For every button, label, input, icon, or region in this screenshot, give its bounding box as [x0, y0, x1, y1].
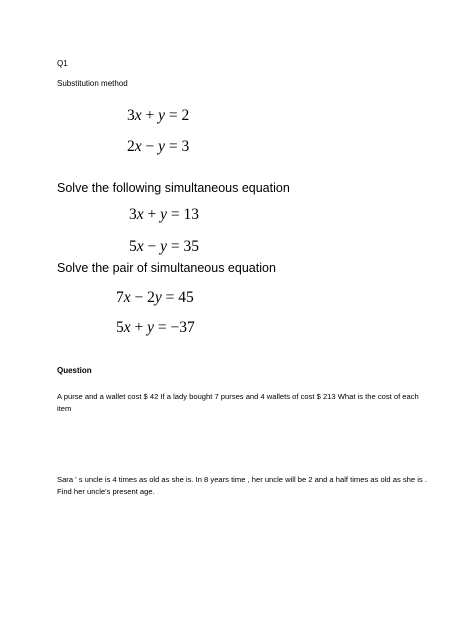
word-problem-uncle: Sara ' s uncle is 4 times as old as she is. In 8 years time , her uncle will be 2 and a half times as old as she is . Find her uncle's present age.: [57, 475, 427, 496]
equation-3b: 5x + y = −37: [116, 319, 195, 336]
equation-2b: 5x − y = 35: [129, 238, 200, 255]
equation-2a: 3x + y = 13: [129, 206, 200, 223]
question-number: Q1: [57, 59, 68, 68]
section-heading-pair: Solve the pair of simultaneous equation: [57, 261, 276, 275]
word-problem-purse: A purse and a wallet cost $ 42 If a lady bought 7 purses and 4 wallets of cost $ 213 What is the cost of each item: [57, 392, 419, 413]
equation-1b: 2x − y = 3: [127, 138, 190, 155]
section-heading-following: Solve the following simultaneous equation: [57, 181, 290, 195]
method-label: Substitution method: [57, 79, 128, 88]
equation-1a: 3x + y = 2: [127, 107, 190, 124]
question-label: Question: [57, 366, 92, 375]
equation-3a: 7x − 2y = 45: [116, 289, 194, 306]
